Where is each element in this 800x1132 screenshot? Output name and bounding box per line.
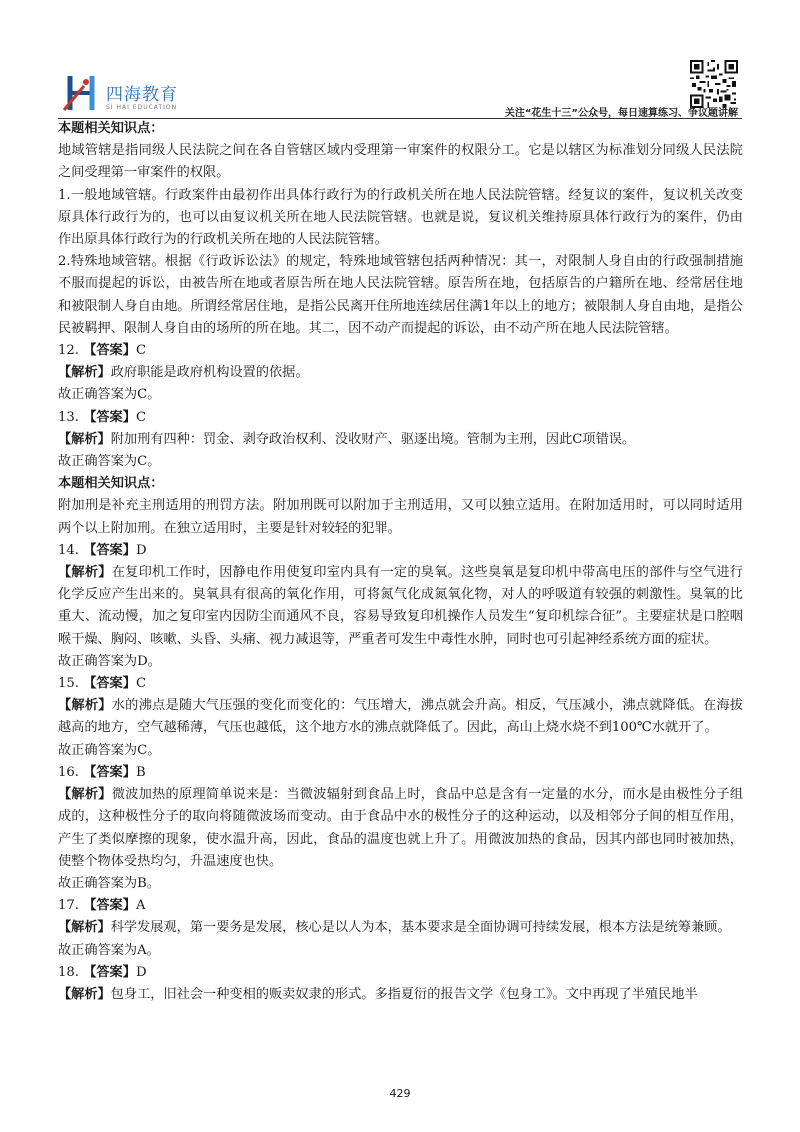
explanation-text: 包身工，旧社会一种变相的贩卖奴隶的形式。多指夏衍的报告文学《包身工》。文中再现了半殖民地半 — [110, 986, 698, 1002]
answer-line — [58, 407, 743, 429]
question-number: 14. — [58, 542, 79, 558]
explanation-text: 在复印机工作时，因静电作用使复印室内具有一定的臭氧。这些臭氧是复印机中带高电压的部件与空气进行化学反应产生出来的。臭氧具有很高的氧化作用，可将氮气化成氮氧化物，对人的呼吸道有较强的刺激性。臭氧的比重大、流动慢，加之复印室内因防尘而通风不良，容易导致复印机操作人员发生“复印机综合征”。主要症状是口腔咽喉干燥、胸闷、咳嗽、头昏、头痛、视力减退等，严重者可发生中毒性水肿，同时也可引起神经系统方面的症状。 — [58, 565, 744, 647]
logo-subtitle: SI HAI EDUCATION — [106, 104, 178, 111]
answer-line — [58, 762, 743, 784]
knowledge-heading: 本题相关知识点： — [58, 121, 164, 136]
explanation-tag: 【解析】 — [58, 698, 112, 714]
answer-value: C — [135, 409, 147, 425]
explanation-text: 水的沸点是随大气压强的变化而变化的：气压增大，沸点就会升高。相反，气压减小，沸点就降低。在海拔越高的地方，空气越稀薄，气压也越低，这个地方水的沸点就降低了。因此，高山上烧水烧不到100℃水就开了。 — [58, 698, 744, 736]
answer-value: B — [135, 764, 146, 780]
document-body — [58, 118, 743, 1006]
conclusion: 故正确答案为D。 — [58, 653, 161, 669]
explanation-tag: 【解析】 — [58, 787, 112, 803]
answer-value: D — [135, 542, 147, 558]
conclusion: 故正确答案为C。 — [58, 387, 161, 403]
conclusion: 故正确答案为A。 — [58, 942, 160, 958]
answer-tag: 【答案】 — [83, 409, 136, 425]
answer-tag: 【答案】 — [83, 764, 136, 780]
explanation-tag: 【解析】 — [58, 565, 112, 581]
logo — [62, 72, 182, 118]
answer-line — [58, 340, 743, 362]
answer-line — [58, 540, 743, 562]
answer-tag: 【答案】 — [83, 542, 136, 558]
logo-mark-icon — [62, 72, 102, 114]
page-header — [0, 0, 800, 118]
answer-tag: 【答案】 — [83, 343, 136, 359]
answer-line — [58, 895, 743, 917]
question-number: 13. — [58, 409, 79, 425]
paragraph: 地域管辖是指同级人民法院之间在各自管辖区域内受理第一审案件的权限分工。它是以辖区为标准划分同级人民法院之间受理第一审案件的权限。 — [58, 143, 743, 181]
page-number: 429 — [389, 1087, 411, 1100]
explanation-text: 微波加热的原理简单说来是：当微波辐射到食品上时，食品中总是含有一定量的水分，而水是由极性分子组成的，这种极性分子的取向将随微波场而变动。由于食品中水的极性分子的这种运动，以及相邻分子间的相互作用，产生了类似摩擦的现象，使水温升高，因此，食品的温度也就上升了。用微波加热的食品，因其内部也同时被加热，使整个物体受热均匀，升温速度也快。 — [58, 787, 744, 869]
explanation — [58, 562, 743, 651]
explanation-tag: 【解析】 — [58, 920, 111, 936]
answer-tag: 【答案】 — [83, 898, 136, 914]
paragraph: 附加刑是补充主刑适用的刑罚方法。附加刑既可以附加于主刑适用，又可以独立适用。在附加适用时，可以同时适用两个以上附加刑。在独立适用时，主要是针对较轻的犯罪。 — [58, 498, 743, 536]
explanation — [58, 917, 743, 939]
answer-value: C — [135, 676, 147, 692]
paragraph: 1.一般地域管辖。行政案件由最初作出具体行政行为的行政机关所在地人民法院管辖。经复议的案件，复议机关改变原具体行政行为的，也可以由复议机关所在地人民法院管辖。也就是说，复议机关维持原具体行政行为的案件，仍由作出原具体行政行为的行政机关所在地的人民法院管辖。 — [58, 187, 743, 248]
question-number: 18. — [58, 964, 79, 980]
answer-tag: 【答案】 — [83, 676, 136, 692]
answer-tag: 【答案】 — [83, 964, 136, 980]
question-number: 16. — [58, 764, 79, 780]
answer-line — [58, 673, 743, 695]
explanation — [58, 784, 743, 873]
paragraph: 2.特殊地域管辖。根据《行政诉讼法》的规定，特殊地域管辖包括两种情况：其一，对限制人身自由的行政强制措施不服而提起的诉讼，由被告所在地或者原告所在地人民法院管辖。原告所在地，包括原告的户籍所在地、经常居住地和被限制人身自由地。所谓经常居住地，是指公民离开住所地连续居住满1年以上的地方；被限制人身自由地，是指公民被羁押、限制人身自由的场所的所在地。其二，因不动产而提起的诉讼，由不动产所在地人民法院管辖。 — [58, 254, 743, 336]
explanation — [58, 429, 743, 451]
knowledge-heading: 本题相关知识点： — [58, 476, 164, 492]
question-number: 12. — [58, 343, 79, 359]
explanation — [58, 984, 743, 1006]
qr-code-icon — [690, 60, 738, 108]
question-number: 15. — [58, 676, 79, 692]
explanation-text: 政府职能是政府机构设置的依据。 — [110, 365, 309, 381]
explanation — [58, 362, 743, 384]
conclusion: 故正确答案为C。 — [58, 454, 161, 470]
conclusion: 故正确答案为B。 — [58, 875, 161, 891]
explanation-tag: 【解析】 — [58, 986, 111, 1002]
explanation-tag: 【解析】 — [58, 431, 111, 447]
header-slogan: 关注“花生十三”公众号，每日速算练习、争议题讲解 — [504, 108, 738, 119]
answer-value: C — [135, 343, 147, 359]
explanation-text: 附加刑有四种：罚金、剥夺政治权利、没收财产、驱逐出境。管制为主刑，因此C项错误。 — [110, 431, 636, 447]
conclusion: 故正确答案为C。 — [58, 742, 161, 758]
logo-title: 四海教育 — [106, 85, 178, 105]
answer-line — [58, 962, 743, 984]
explanation-tag: 【解析】 — [58, 365, 111, 381]
question-number: 17. — [58, 898, 79, 914]
explanation — [58, 695, 743, 739]
answer-value: D — [135, 964, 147, 980]
answer-value: A — [135, 898, 146, 914]
explanation-text: 科学发展观，第一要务是发展，核心是以人为本，基本要求是全面协调可持续发展，根本方法是统筹兼顾。 — [110, 920, 731, 936]
